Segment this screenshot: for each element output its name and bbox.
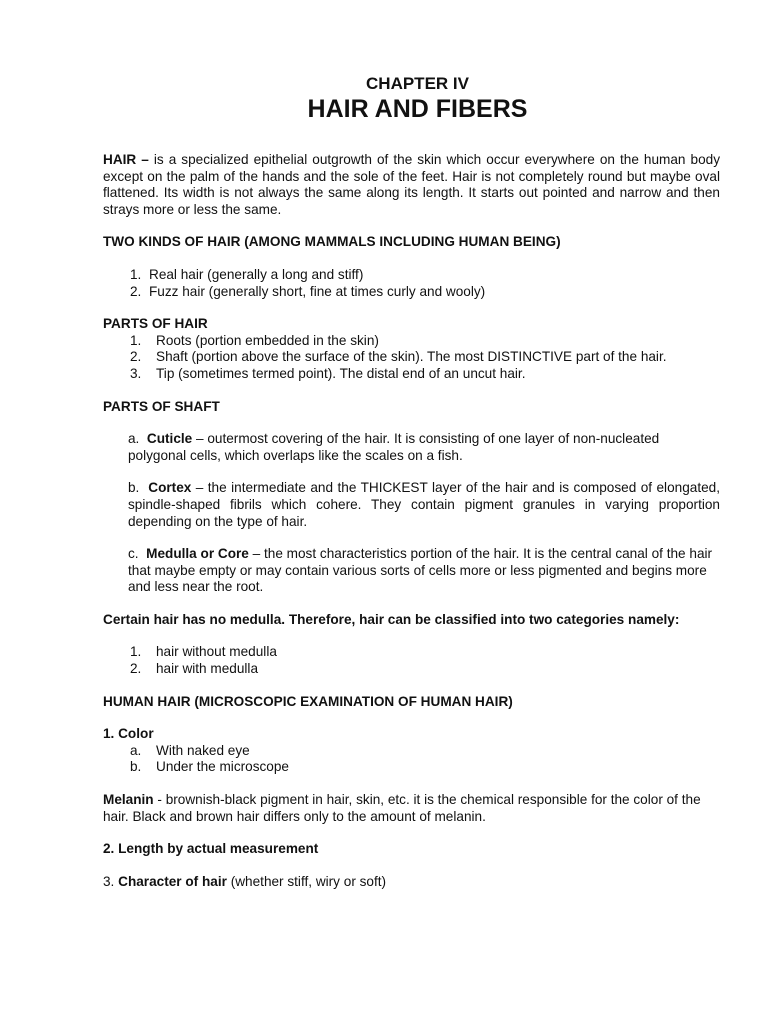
item-letter: c. — [128, 546, 139, 562]
list-item — [103, 284, 720, 301]
list-text: Fuzz hair (generally short, fine at times curly and wooly) — [149, 283, 486, 299]
list-number: 1. — [130, 332, 142, 348]
shaft-item-cortex — [103, 480, 720, 530]
parts-of-hair-list — [103, 333, 720, 383]
item-term: Cuticle — [146, 431, 193, 447]
item-text: – the most characteristics portion of the hair. It is the central canal of the hair that maybe empty or may contain various sorts of cells more or less pigmented and begins more and less near the root. — [128, 546, 713, 595]
item-term: Cortex — [148, 480, 192, 496]
list-item — [103, 267, 720, 284]
chapter-label: CHAPTER IV — [366, 74, 469, 93]
list-text: Tip (sometimes termed point). The distal end of an uncut hair. — [156, 365, 526, 381]
list-number: 1. — [130, 266, 142, 282]
item-letter: a. — [128, 431, 140, 447]
shaft-item-medulla — [103, 546, 720, 596]
list-item — [103, 333, 720, 350]
parts-of-hair-heading: PARTS OF HAIR — [103, 316, 208, 332]
list-text: Real hair (generally a long and stiff) — [149, 266, 364, 282]
melanin-paragraph — [103, 792, 720, 825]
list-number: 3. — [130, 365, 142, 381]
hair-term: HAIR – — [103, 152, 149, 167]
character-text: (whether stiff, wiry or soft) — [226, 873, 387, 889]
list-text: With naked eye — [156, 742, 250, 758]
item-text: – outermost covering of the hair. It is consisting of one layer of non-nucleated polygonal cells, which overlaps like the scales on a fish. — [128, 431, 660, 463]
list-number: 2. — [130, 661, 142, 677]
list-item — [103, 349, 720, 366]
melanin-term: Melanin — [103, 792, 154, 808]
list-item — [103, 743, 720, 760]
item-letter: b. — [128, 480, 140, 496]
list-text: hair without medulla — [156, 644, 277, 660]
medulla-classification-list — [103, 644, 720, 677]
medulla-classification-heading: Certain hair has no medulla. Therefore, hair can be classified into two categories namely: — [103, 611, 680, 627]
two-kinds-heading: TWO KINDS OF HAIR (AMONG MAMMALS INCLUDING HUMAN BEING) — [103, 234, 561, 250]
color-heading: 1. Color — [103, 726, 154, 742]
hair-definition-text: is a specialized epithelial outgrowth of the skin which occur everywhere on the human body except on the palm of the hands and the sole of the feet. Hair is not completely round but maybe oval flattened. Its width is not always the same along its length. It starts out pointed and narrow and then strays more or less the same. — [103, 152, 720, 217]
item-term: Medulla or Core — [146, 546, 249, 562]
item-text: – the intermediate and the THICKEST layer of the hair and is composed of elongated, spindle-shaped fibrils which cohere. They contain pigment granules in varying proportion depending on the type of hair. — [128, 480, 720, 529]
human-hair-heading: HUMAN HAIR (MICROSCOPIC EXAMINATION OF HUMAN HAIR) — [103, 693, 513, 709]
shaft-item-cuticle — [103, 431, 720, 464]
list-text: Under the microscope — [156, 759, 289, 775]
list-number: a. — [130, 742, 142, 758]
list-item — [103, 661, 720, 678]
list-text: hair with medulla — [156, 661, 258, 677]
page-title: HAIR AND FIBERS — [307, 95, 528, 123]
list-number: 1. — [130, 644, 142, 660]
length-heading: 2. Length by actual measurement — [103, 841, 319, 857]
parts-of-shaft-heading: PARTS OF SHAFT — [103, 398, 220, 414]
color-list — [103, 743, 720, 776]
melanin-text: - brownish-black pigment in hair, skin, etc. it is the chemical responsible for the color of the hair. Black and brown hair differs only to the amount of melanin. — [103, 792, 701, 824]
character-paragraph — [103, 874, 720, 891]
list-text: Shaft (portion above the surface of the skin). The most DISTINCTIVE part of the hair. — [156, 349, 667, 365]
list-number: 2. — [130, 283, 142, 299]
two-kinds-list — [103, 267, 720, 300]
list-item — [103, 759, 720, 776]
list-item — [103, 366, 720, 383]
list-number: 2. — [130, 349, 142, 365]
list-item — [103, 644, 720, 661]
list-text: Roots (portion embedded in the skin) — [156, 332, 379, 348]
list-number: b. — [130, 759, 142, 775]
hair-definition — [103, 152, 720, 218]
character-term: Character of hair — [118, 873, 227, 889]
character-number: 3. — [103, 873, 119, 889]
